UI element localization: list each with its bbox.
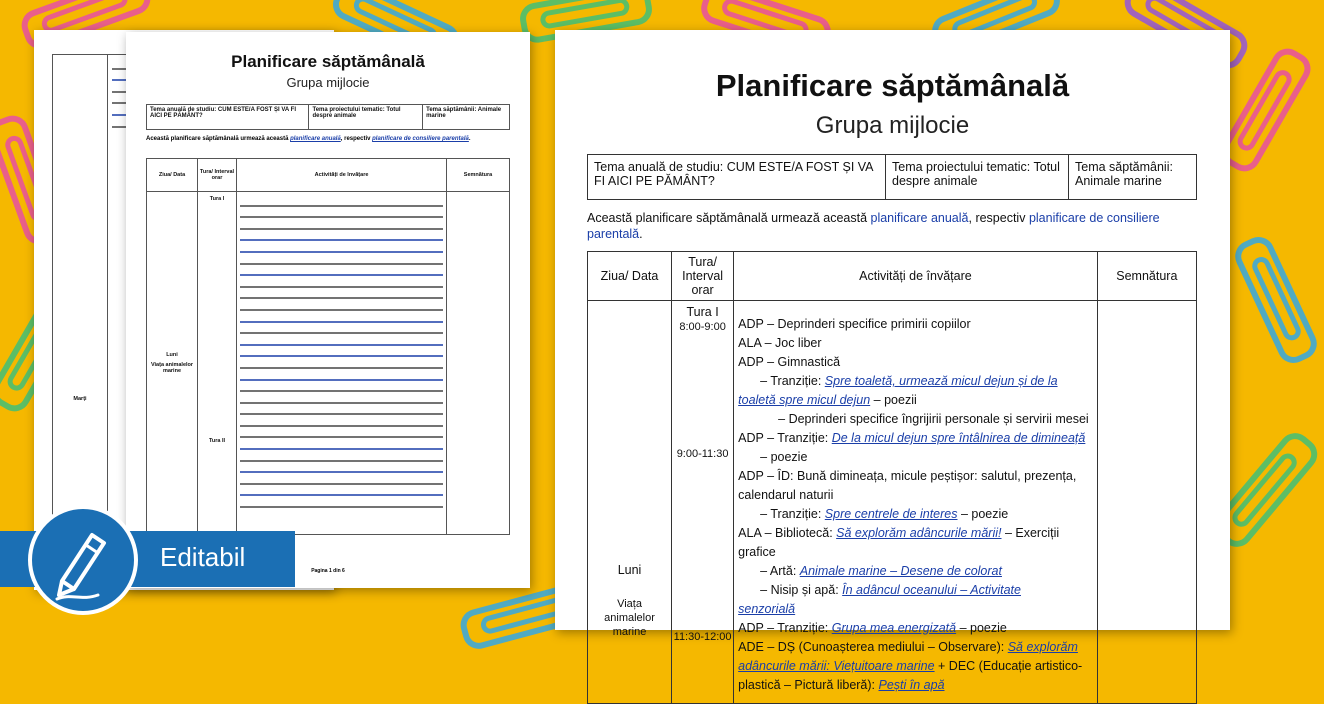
activity-line [738,581,1089,600]
intro-text-before: Această planificare săptămânală urmează această [587,211,871,225]
mid-header-activities: Activități de învățare [237,159,447,192]
page-title: Planificare săptămânală [715,68,1070,103]
page-subtitle: Grupa mijlocie [815,112,970,139]
mid-day: Luni [166,352,178,358]
activity-line [738,410,1089,429]
activity-line [738,448,1089,467]
time-slot-2: 9:00-11:30 [676,448,729,460]
mid-day-theme: Viața animalelor marine [150,362,194,374]
activity-link[interactable]: Spre centrele de interes [824,507,958,521]
pen-badge-circle [28,505,138,615]
activity-text: plastică – Pictură liberă): [738,678,879,692]
activity-link[interactable]: Animale marine – Desene de colorat [799,564,1002,578]
day-label: Luni [617,563,642,577]
activity-text: ADP – ÎD: Bună dimineața, micule peștișor: salutul, prezența, [738,469,1077,483]
activity-link[interactable]: Să explorăm adâncurile mării! [836,526,1002,540]
activity-link[interactable]: În adâncul oceanului – Activitate [842,583,1021,597]
shift-label: Tura I [686,305,719,319]
activity-line [738,505,1089,524]
activity-text: ADP – Gimnastică [738,355,841,369]
activity-text: ADP – Tranziție: [738,621,832,635]
mid-theme-annual: Tema anuală de studiu: CUM ESTE/A FOST ȘI VA FI AICI PE PĂMÂNT? [147,105,309,130]
activity-text: ALA – Joc liber [738,336,822,350]
annual-plan-link[interactable]: planificare anuală [870,211,969,225]
activity-text-tail: – Exerciții [1001,526,1060,540]
activity-text: – Deprinderi specifice îngrijirii personale și servirii mesei [778,412,1089,426]
time-slot-1: 8:00-9:00 [679,321,726,333]
activity-link[interactable]: Să explorăm [1007,640,1078,654]
activity-line [738,676,1089,695]
intro-paragraph [587,210,1197,242]
header-activities: Activități de învățare [734,252,1098,301]
activity-line [738,334,1089,353]
mid-title: Planificare săptămânală [231,52,425,71]
mid-header-time: Tura/ Interval orar [198,159,237,192]
mid-theme-project: Tema proiectului tematic: Totul despre animale [309,105,423,130]
activity-text-tail: – poezie [956,621,1007,635]
activity-text: calendarul naturii [738,488,834,502]
time-slot-3: 11:30-12:00 [673,631,732,643]
mid-activities-preview [237,192,447,535]
theme-annual: Tema anuală de studiu: CUM ESTE/A FOST ȘI VA FI AICI PE PĂMÂNT? [588,155,886,200]
activity-line [738,562,1089,581]
parental-plan-link[interactable]: planificare de consiliere parentală [587,211,1160,241]
intro-text-mid: , respectiv [968,211,1029,225]
mid-intro: Această planificare săptămânală urmează această planificare anuală, respectiv planificare de consiliere parentală. [146,136,471,142]
theme-week: Tema săptămânii: Animale marine [1069,155,1197,200]
activity-text: ADE – DȘ (Cunoașterea mediului – Observare): [738,640,1008,654]
activity-text: – poezie [760,450,808,464]
activity-link[interactable]: senzorială [738,602,796,616]
intro-text-after: . [639,227,643,241]
activity-line [738,657,1089,676]
activities-cell [734,301,1098,704]
activity-line [738,524,1089,543]
activity-line [738,391,1089,410]
activity-link[interactable]: adâncurile mării: Viețuitoare marine [738,659,935,673]
activity-text: – Tranziție: [760,374,825,388]
activity-text-tail: + DEC (Educație artistico- [934,659,1083,673]
themes-table [587,154,1197,200]
pen-icon [32,509,134,611]
schedule-table [587,251,1197,704]
mid-subtitle: Grupa mijlocie [286,75,370,90]
theme-project: Tema proiectului tematic: Totul despre animale [886,155,1069,200]
activity-line [738,429,1089,448]
activity-text: ALA – Bibliotecă: [738,526,837,540]
activity-link[interactable]: De la micul dejun spre întâlnirea de dimineață [831,431,1086,445]
activity-line [738,372,1089,391]
day-theme: Viața animalelor marine [604,598,655,638]
document-preview-middle [126,32,530,588]
activity-line [738,486,1089,505]
activity-link[interactable]: Pești în apă [878,678,945,692]
activity-line [738,353,1089,372]
mid-shift-2: Tura II [208,438,226,444]
activity-line [738,600,1089,619]
signature-cell[interactable] [1097,301,1196,704]
mid-page-number: Pagina 1 din 6 [311,568,345,574]
activity-link[interactable]: toaletă spre micul dejun [738,393,871,407]
activity-line [738,467,1089,486]
activity-line [738,619,1089,638]
activity-text: – Artă: [760,564,800,578]
activity-text: ADP – Tranziție: [738,431,832,445]
mid-schedule-table [146,158,510,535]
mid-header-day: Ziua/ Data [147,159,198,192]
mid-themes-table [146,104,510,130]
activity-link[interactable]: Grupa mea energizată [831,621,957,635]
activity-text: – Tranziție: [760,507,825,521]
back-day-label: Marți [73,396,87,402]
activity-text-tail: – poezie [957,507,1009,521]
document-preview-front [555,30,1230,692]
mid-theme-week: Tema săptămânii: Animale marine [423,105,510,130]
header-time: Tura/ Interval orar [672,252,734,301]
mid-shift-1: Tura I [209,196,225,202]
activity-line [738,638,1089,657]
header-signature: Semnătura [1097,252,1196,301]
activity-text: – Nisip și apă: [760,583,843,597]
activity-link[interactable]: Spre toaletă, urmează micul dejun și de la [824,374,1058,388]
activity-text-tail: – poezii [870,393,917,407]
header-day: Ziua/ Data [588,252,672,301]
activity-text: ADP – Deprinderi specifice primirii copiilor [738,317,971,331]
mid-header-signature: Semnătura [447,159,510,192]
editable-label: Editabil [160,542,246,572]
activity-text: grafice [738,545,776,559]
activity-line [738,543,1089,562]
activity-line [738,315,1089,334]
